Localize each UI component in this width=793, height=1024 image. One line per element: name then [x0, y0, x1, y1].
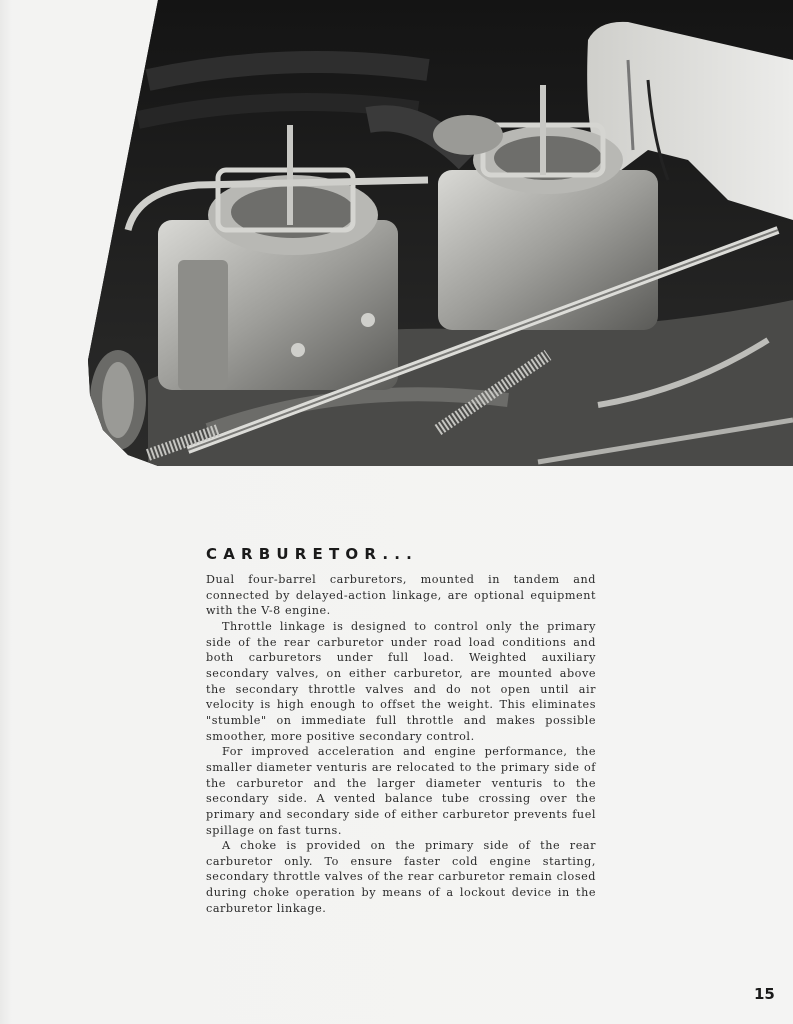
paragraph: Throttle linkage is designed to control only the primary side of the rear carburetor under road load conditions and both carburetors under full load. Weighted auxiliary secondary valves, on either carburetor, are mounted above the secondary throttle valves and do not open until air velocity is high enough to offset the weight. This eliminates "stumble" on immediate full throttle and makes possible smoother, more positive secondary control. [206, 619, 596, 743]
page-number: 15 [754, 985, 775, 1003]
carburetor-illustration [88, 0, 793, 466]
engine-carburetor-photo [88, 0, 793, 466]
body-text [206, 572, 596, 916]
section-title: CARBURETOR... [206, 545, 419, 563]
paragraph: A choke is provided on the primary side of the rear carburetor only. To ensure faster cold engine starting, secondary throttle valves of the rear carburetor remain closed during choke operation by means of a lockout device in the carburetor linkage. [206, 839, 596, 915]
paragraph: For improved acceleration and engine performance, the smaller diameter venturis are relocated to the primary side of the carburetor and the larger diameter venturis to the secondary side. A vented balance tube crossing over the primary and secondary side of either carburetor prevents fuel spillage on fast turns. [206, 745, 596, 837]
paragraph: Dual four-barrel carburetors, mounted in tandem and connected by delayed-action linkage, are optional equipment with the V-8 engine. [206, 573, 596, 618]
